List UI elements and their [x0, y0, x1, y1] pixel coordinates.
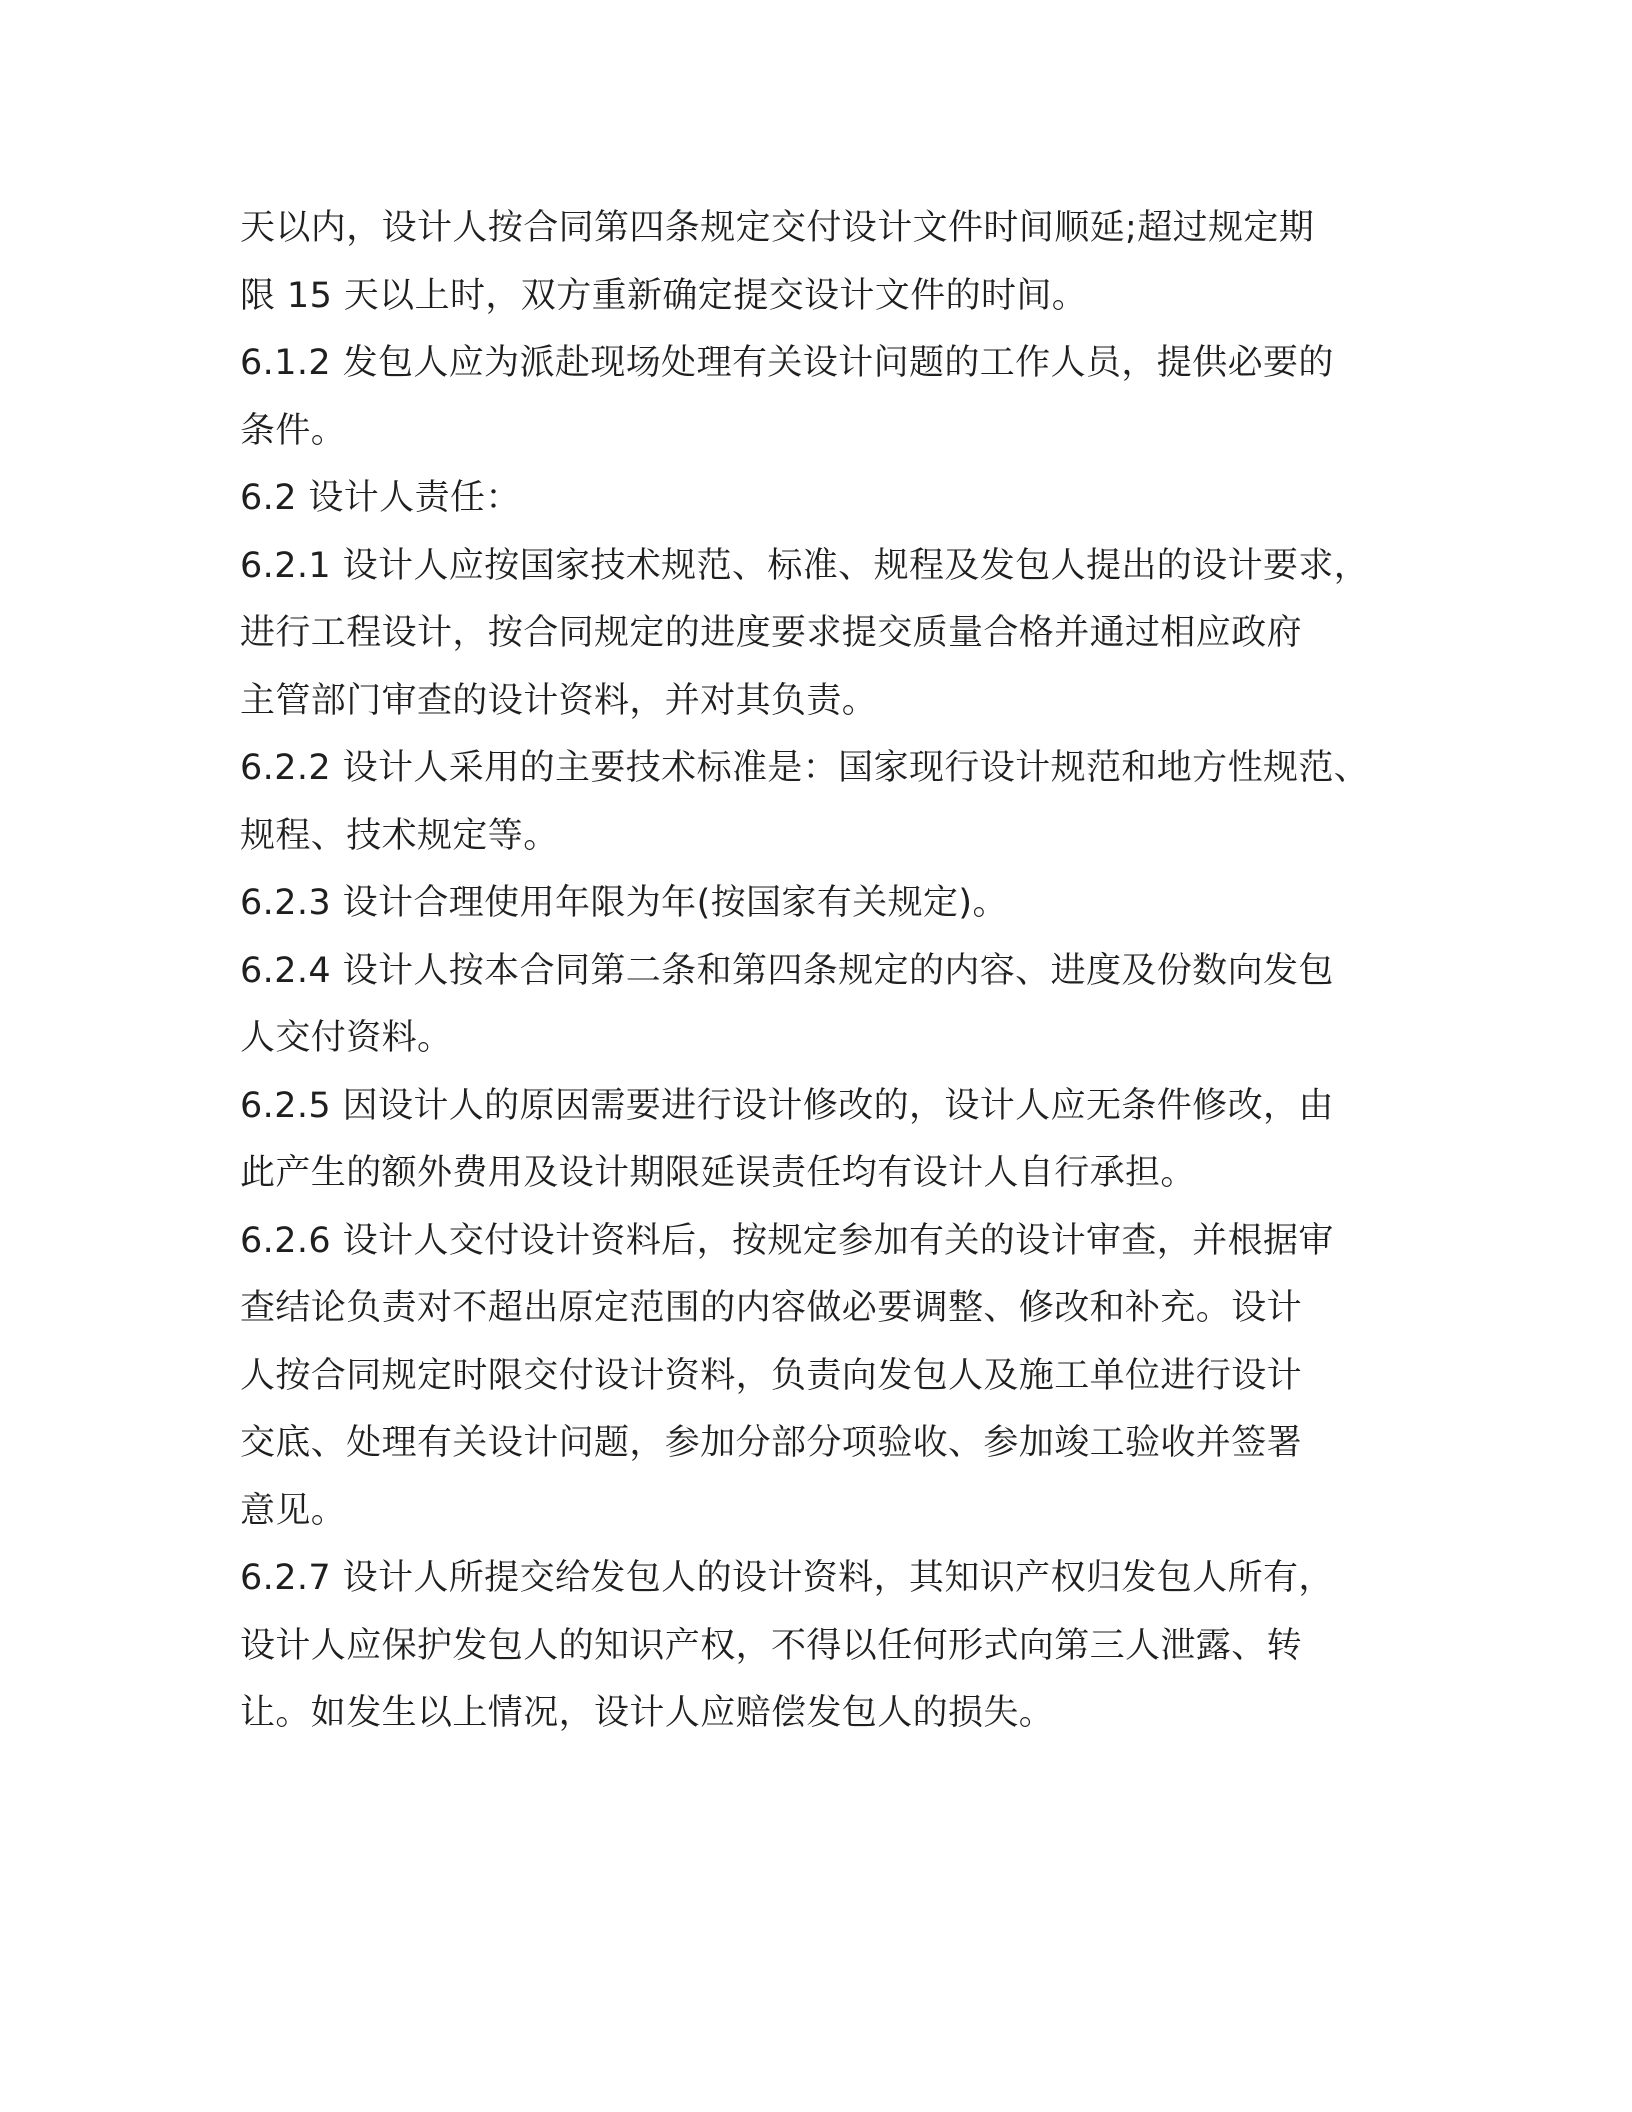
text-line: 主管部门审查的设计资料，并对其负责。: [240, 680, 878, 721]
document-body: [240, 195, 1410, 1748]
text-line: 6.1.2 发包人应为派赴现场处理有关设计问题的工作人员，提供必要的: [240, 343, 1334, 383]
text-line: 6.2.5 因设计人的原因需要进行设计修改的，设计人应无条件修改，由: [240, 1085, 1334, 1126]
text-line: 此产生的额外费用及设计期限延误责任均有设计人自行承担。: [240, 1153, 1196, 1193]
text-line: 天以内，设计人按合同第四条规定交付设计文件时间顺延;超过规定期: [240, 208, 1315, 248]
text-line: 6.2.1 设计人应按国家技术规范、标准、规程及发包人提出的设计要求，: [240, 545, 1370, 586]
text-line: 交底、处理有关设计问题，参加分部分项验收、参加竣工验收并签署: [240, 1423, 1303, 1463]
text-line: 规程、技术规定等。: [240, 815, 559, 856]
text-line: 查结论负责对不超出原定范围的内容做必要调整、修改和补充。设计: [240, 1288, 1303, 1328]
text-line: 人交付资料。: [240, 1018, 453, 1058]
text-line: 6.2.4 设计人按本合同第二条和第四条规定的内容、进度及份数向发包: [240, 950, 1334, 991]
text-line: 条件。: [240, 410, 347, 451]
text-line: 人按合同规定时限交付设计资料，负责向发包人及施工单位进行设计: [240, 1355, 1303, 1396]
text-line: 6.2.7 设计人所提交给发包人的设计资料，其知识产权归发包人所有，: [240, 1558, 1334, 1598]
text-line: 进行工程设计，按合同规定的进度要求提交质量合格并通过相应政府: [240, 613, 1303, 653]
text-line: 限 15 天以上时，双方重新确定提交设计文件的时间。: [240, 275, 1088, 316]
text-line: 6.2.3 设计合理使用年限为年(按国家有关规定)。: [240, 883, 1008, 923]
text-line: 6.2.2 设计人采用的主要技术标准是：国家现行设计规范和地方性规范、: [240, 748, 1370, 788]
section-heading: 6.2 设计人责任：: [240, 478, 521, 518]
text-line: 意见。: [240, 1490, 347, 1531]
text-line: 6.2.6 设计人交付设计资料后，按规定参加有关的设计审查，并根据审: [240, 1220, 1334, 1261]
text-line: 让。如发生以上情况，设计人应赔偿发包人的损失。: [240, 1693, 1055, 1733]
text-line: 设计人应保护发包人的知识产权，不得以任何形式向第三人泄露、转: [240, 1625, 1303, 1666]
